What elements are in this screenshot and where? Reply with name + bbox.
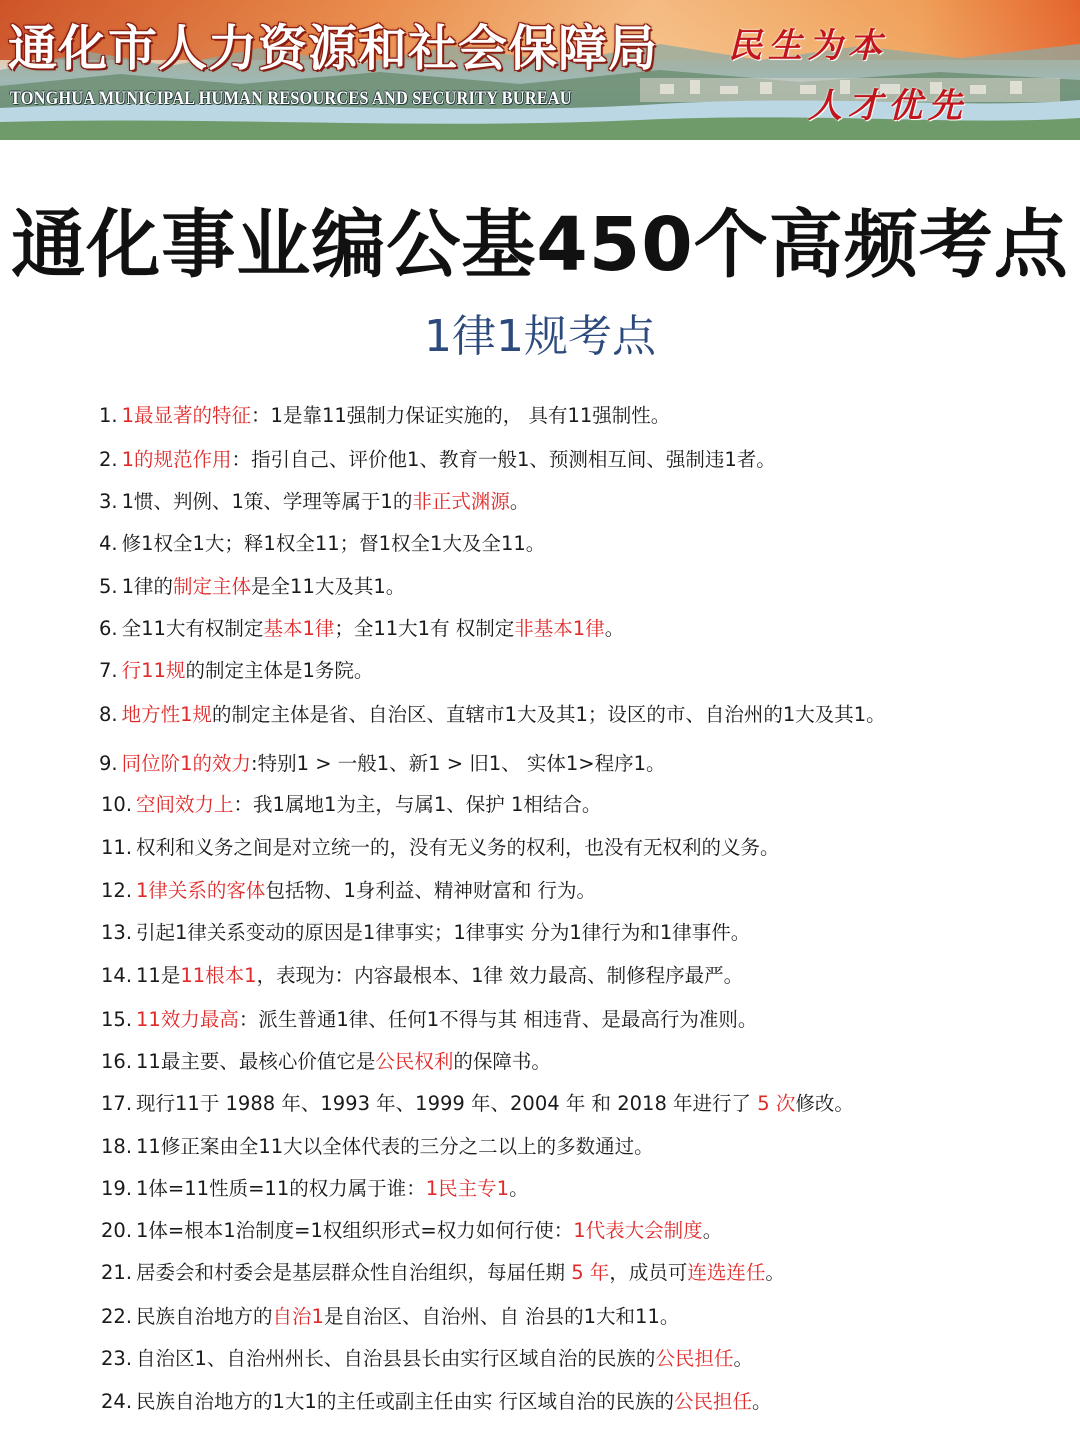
exam-point-text: 1惯、判例、1策、学理等属于1的 <box>121 490 413 513</box>
exam-point-number: 22. <box>101 1305 133 1328</box>
exam-point-item <box>0 1346 1080 1372</box>
exam-point-text: 包括物、1身利益、精神财富和 行为。 <box>265 879 597 902</box>
highlighted-keyword: 1的规范作用 <box>121 448 232 471</box>
highlighted-keyword: 1民主专1 <box>425 1177 510 1200</box>
exam-point-text: 的保障书。 <box>453 1050 551 1073</box>
exam-point-text: 11最主要、最核心价值它是 <box>136 1050 376 1073</box>
highlighted-keyword: 自治1 <box>272 1305 324 1328</box>
bureau-name-en: TONGHUA MUNICIPAL HUMAN RESOURCES AND SECURITY BUREAU <box>10 88 572 109</box>
exam-point-number: 18. <box>101 1135 133 1158</box>
highlighted-keyword: 11效力最高 <box>136 1008 239 1031</box>
document-title: 通化事业编公基450个高频考点 <box>11 202 1069 288</box>
exam-point-text: 全11大有权制定 <box>121 617 264 640</box>
highlighted-keyword: 1律关系的客体 <box>136 879 266 902</box>
exam-point-item <box>0 489 1080 515</box>
exam-point-text: 是自治区、自治州、自 治县的1大和11。 <box>323 1305 680 1328</box>
exam-point-number: 21. <box>101 1261 133 1284</box>
exam-point-text: 自治区1、自治州州长、自治县县长由实行区域自治的民族的 <box>136 1347 656 1370</box>
exam-point-item <box>0 1389 1080 1415</box>
exam-point-text: 的制定主体是1务院。 <box>185 659 374 682</box>
exam-point-text: 。 <box>604 617 625 640</box>
exam-point-number: 3. <box>99 490 118 513</box>
highlighted-keyword: 公民权利 <box>375 1050 454 1073</box>
highlighted-keyword: 同位阶1的效力 <box>121 752 252 775</box>
highlighted-keyword: 5 年 <box>571 1261 610 1284</box>
exam-point-item <box>0 963 1080 989</box>
slogan-talent-first: 人才优先 <box>808 86 968 126</box>
highlighted-keyword: 11根本1 <box>180 964 257 987</box>
bureau-name-cn: 通化市人力资源和社会保障局 <box>8 19 659 77</box>
exam-point-text: 。 <box>765 1261 785 1284</box>
highlighted-keyword: 公民担任 <box>655 1347 734 1370</box>
exam-point-text: 民族自治地方的 <box>136 1305 273 1328</box>
exam-point-text: ：指引自己、评价他1、教育一般1、预测相互间、强制违1者。 <box>231 448 776 471</box>
exam-point-item <box>0 920 1080 946</box>
highlighted-keyword: 非基本1律 <box>514 617 605 640</box>
highlighted-keyword: 基本1律 <box>263 617 335 640</box>
exam-point-text: ，成员可 <box>609 1261 688 1284</box>
exam-point-number: 23. <box>101 1347 133 1370</box>
slogan-people-first: 民生为本 <box>728 26 888 66</box>
exam-point-item <box>0 1091 1080 1117</box>
exam-point-text: 修改。 <box>795 1092 854 1115</box>
exam-point-text: ；全11大1有 权制定 <box>334 617 515 640</box>
exam-point-number: 2. <box>99 448 118 471</box>
exam-point-text: 1体=根本1治制度=1权组织形式=权力如何行使： <box>136 1219 574 1242</box>
exam-point-text: 。 <box>509 490 530 513</box>
exam-point-text: 是全11大及其1。 <box>251 575 406 598</box>
exam-point-text: 1律的 <box>121 575 174 598</box>
exam-point-text: ：1是靠11强制力保证实施的， 具有11强制性。 <box>251 404 671 427</box>
highlighted-keyword: 连选连任 <box>687 1261 766 1284</box>
exam-point-item <box>0 1007 1080 1033</box>
exam-point-item <box>0 835 1080 861</box>
exam-point-text: ：我1属地1为主，与属1、保护 1相结合。 <box>233 793 602 816</box>
exam-point-number: 17. <box>101 1092 133 1115</box>
section-subtitle: 1律1规考点 <box>424 311 656 362</box>
exam-point-item <box>0 878 1080 904</box>
exam-point-item <box>0 447 1080 473</box>
exam-point-text: 权利和义务之间是对立统一的，没有无义务的权利，也没有无权利的义务。 <box>136 836 780 859</box>
exam-point-number: 12. <box>101 879 133 902</box>
exam-point-item <box>0 1134 1080 1160</box>
exam-point-number: 8. <box>99 703 118 726</box>
exam-point-item <box>0 1176 1080 1202</box>
exam-point-number: 1. <box>99 404 118 427</box>
exam-point-item <box>0 1049 1080 1075</box>
highlighted-keyword: 1最显著的特征 <box>121 404 252 427</box>
exam-point-text: ，表现为：内容最根本、1律 效力最高、制修程序最严。 <box>256 964 744 987</box>
exam-point-item <box>0 531 1080 557</box>
highlighted-keyword: 地方性1规 <box>121 703 213 726</box>
exam-point-number: 4. <box>99 532 118 555</box>
exam-point-number: 14. <box>101 964 133 987</box>
exam-point-item <box>0 403 1080 429</box>
exam-point-text: 。 <box>733 1347 753 1370</box>
exam-point-item <box>0 751 1080 777</box>
exam-point-text: 修1权全1大；释1权全11；督1权全1大及全11。 <box>121 532 546 555</box>
exam-point-text: 居委会和村委会是基层群众性自治组织，每届任期 <box>136 1261 572 1284</box>
exam-point-item <box>0 1218 1080 1244</box>
highlighted-keyword: 5 次 <box>757 1092 796 1115</box>
exam-point-number: 7. <box>99 659 118 682</box>
exam-point-number: 11. <box>101 836 133 859</box>
exam-point-number: 5. <box>99 575 118 598</box>
exam-point-text: :特别1 > 一般1、新1 > 旧1、 实体1>程序1。 <box>251 752 666 775</box>
exam-point-number: 6. <box>99 617 118 640</box>
highlighted-keyword: 空间效力上 <box>136 793 234 816</box>
exam-point-number: 16. <box>101 1050 133 1073</box>
exam-point-number: 24. <box>101 1390 133 1413</box>
exam-point-number: 15. <box>101 1008 133 1031</box>
exam-point-text: 的制定主体是省、自治区、直辖市1大及其1；设区的市、自治州的1大及其1。 <box>212 703 886 726</box>
highlighted-keyword: 1代表大会制度 <box>573 1219 703 1242</box>
exam-point-text: 。 <box>509 1177 529 1200</box>
exam-point-text: 1体=11性质=11的权力属于谁： <box>136 1177 426 1200</box>
exam-point-number: 10. <box>101 793 133 816</box>
exam-point-text: 。 <box>702 1219 723 1242</box>
exam-point-item <box>0 658 1080 684</box>
exam-point-number: 9. <box>99 752 118 775</box>
exam-point-item <box>0 616 1080 642</box>
exam-point-text: 民族自治地方的1大1的主任或副主任由实 行区域自治的民族的 <box>136 1390 675 1413</box>
exam-point-text: 引起1律关系变动的原因是1律事实；1律事实 分为1律行为和1律事件。 <box>136 921 751 944</box>
highlighted-keyword: 公民担任 <box>674 1390 753 1413</box>
exam-point-number: 19. <box>101 1177 133 1200</box>
highlighted-keyword: 非正式渊源 <box>412 490 510 513</box>
exam-point-item <box>0 1260 1080 1286</box>
highlighted-keyword: 制定主体 <box>173 575 252 598</box>
exam-point-number: 13. <box>101 921 133 944</box>
exam-point-text: 。 <box>752 1390 772 1413</box>
exam-point-item <box>0 702 1080 728</box>
exam-point-item <box>0 1304 1080 1330</box>
exam-point-text: ：派生普通1律、任何1不得与其 相违背、是最高行为准则。 <box>238 1008 758 1031</box>
exam-point-text: 11修正案由全11大以全体代表的三分之二以上的多数通过。 <box>136 1135 654 1158</box>
exam-point-text: 现行11于 1988 年、1993 年、1999 年、2004 年 和 2018 年进行了 <box>136 1092 758 1115</box>
exam-point-number: 20. <box>101 1219 133 1242</box>
highlighted-keyword: 行11规 <box>121 659 186 682</box>
exam-point-item <box>0 792 1080 818</box>
exam-point-item <box>0 574 1080 600</box>
exam-point-text: 11是 <box>136 964 181 987</box>
